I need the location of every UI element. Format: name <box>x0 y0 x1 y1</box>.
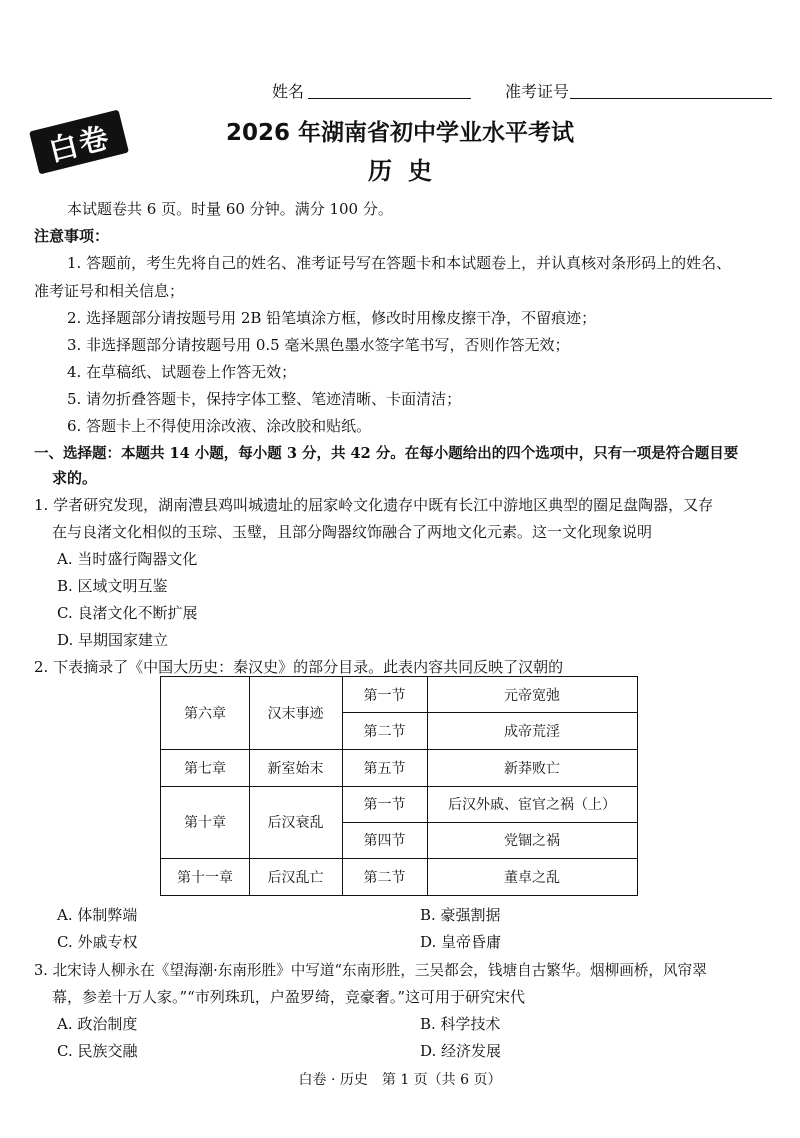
question-3-option-d: D. 经济发展 <box>420 1042 502 1060</box>
table-chapter-cell: 第七章 <box>184 760 226 777</box>
table-content-cell: 成帝荒淫 <box>504 723 560 740</box>
question-2-option-a: A. 体制弊端 <box>57 906 138 924</box>
subject-title: 历史 <box>368 157 448 185</box>
table-section-cell: 第一节 <box>363 687 406 704</box>
name-label: 姓名 <box>272 82 305 101</box>
notice-item: 4. 在草稿纸、试题卷上作答无效； <box>67 363 297 381</box>
notice-item: 6. 答题卡上不得使用涂改液、涂改胶和贴纸。 <box>67 417 372 435</box>
exam-id-label: 准考证号 <box>505 82 570 101</box>
table-chapter-cell: 第六章 <box>184 706 226 722</box>
page-footer: 白卷 · 历史 第 1 页（共 6 页） <box>298 1072 502 1088</box>
table-topic-cell: 新室始末 <box>267 760 324 777</box>
notice-item: 3. 非选择题部分请按题号用 0.5 毫米黑色墨水签字笔书写，否则作答无效； <box>67 336 570 354</box>
exam-title: 2026 年湖南省初中学业水平考试 <box>225 120 575 146</box>
question-1-option-d: D. 早期国家建立 <box>57 631 169 649</box>
exam-id-blank-line <box>570 98 772 99</box>
table-section-cell: 第二节 <box>363 723 406 740</box>
notice-item: 准考证号和相关信息； <box>34 282 185 300</box>
table-topic-cell: 汉末事迹 <box>267 706 324 722</box>
question-2-stem: 2. 下表摘录了《中国大历史：秦汉史》的部分目录。此表内容共同反映了汉朝的 <box>34 658 564 676</box>
notice-item: 1. 答题前，考生先将自己的姓名、准考证号写在答题卡和本试题卷上，并认真核对条形码上的姓名、 <box>67 254 732 272</box>
table-section-cell: 第五节 <box>363 760 406 777</box>
question-1-option-c: C. 良渚文化不断扩展 <box>57 604 198 622</box>
section-heading-cont: 求的。 <box>52 469 98 487</box>
question-3-option-a: A. 政治制度 <box>57 1015 138 1033</box>
question-2-option-c: C. 外戚专权 <box>57 933 138 951</box>
paper-type-badge: 白卷 <box>29 110 129 175</box>
table-topic-cell: 后汉乱亡 <box>267 869 324 886</box>
table-topic-cell: 后汉衰乱 <box>267 815 324 831</box>
notice-item: 2. 选择题部分请按题号用 2B 铅笔填涂方框，修改时用橡皮擦干净，不留痕迹； <box>67 309 597 327</box>
table-content-cell: 董卓之乱 <box>504 869 560 886</box>
table-content-cell: 元帝宽弛 <box>504 687 560 704</box>
notice-item: 5. 请勿折叠答题卡，保持字体工整、笔迹清晰、卡面清洁； <box>67 390 462 408</box>
table-section-cell: 第四节 <box>363 833 406 849</box>
question-3-stem-cont: 幕，参差十万人家。”“市列珠玑，户盈罗绮，竞豪奢。”这可用于研究宋代 <box>52 988 526 1006</box>
name-blank-line <box>308 98 471 99</box>
question-3-option-c: C. 民族交融 <box>57 1042 138 1060</box>
question-1-option-a: A. 当时盛行陶器文化 <box>57 550 198 568</box>
question-2-option-b: B. 豪强割据 <box>420 906 501 924</box>
question-1-option-b: B. 区域文明互鉴 <box>57 577 168 595</box>
section-heading: 一、选择题：本题共 14 小题，每小题 3 分，共 42 分。在每小题给出的四个选项中，只有一项是符合题目要 <box>34 445 739 462</box>
table-chapter-cell: 第十一章 <box>177 869 233 886</box>
table-section-cell: 第二节 <box>363 869 406 886</box>
question-1-stem-cont: 在与良渚文化相似的玉琮、玉璧，且部分陶器纹饰融合了两地文化元素。这一文化现象说明 <box>52 523 653 541</box>
table-content-cell: 后汉外戚、宦官之祸（上） <box>448 797 616 813</box>
notice-heading: 注意事项： <box>34 227 110 245</box>
question-3-stem: 3. 北宋诗人柳永在《望海潮·东南形胜》中写道“东南形胜，三吴都会，钱塘自古繁华。烟柳画桥，风帘翠 <box>34 962 707 979</box>
question-3-option-b: B. 科学技术 <box>420 1015 501 1033</box>
exam-intro: 本试题卷共 6 页。时量 60 分钟。满分 100 分。 <box>67 200 393 218</box>
question-2-option-d: D. 皇帝昏庸 <box>420 933 502 951</box>
table-content-cell: 党锢之祸 <box>504 833 560 849</box>
table-chapter-cell: 第十章 <box>184 815 226 831</box>
table-section-cell: 第一节 <box>363 797 406 813</box>
table-content-cell: 新莽败亡 <box>504 760 560 777</box>
question-1-stem: 1. 学者研究发现，湖南澧县鸡叫城遗址的屈家岭文化遗存中既有长江中游地区典型的圈足盘陶器，又存 <box>34 496 714 514</box>
chapter-table <box>160 676 638 896</box>
